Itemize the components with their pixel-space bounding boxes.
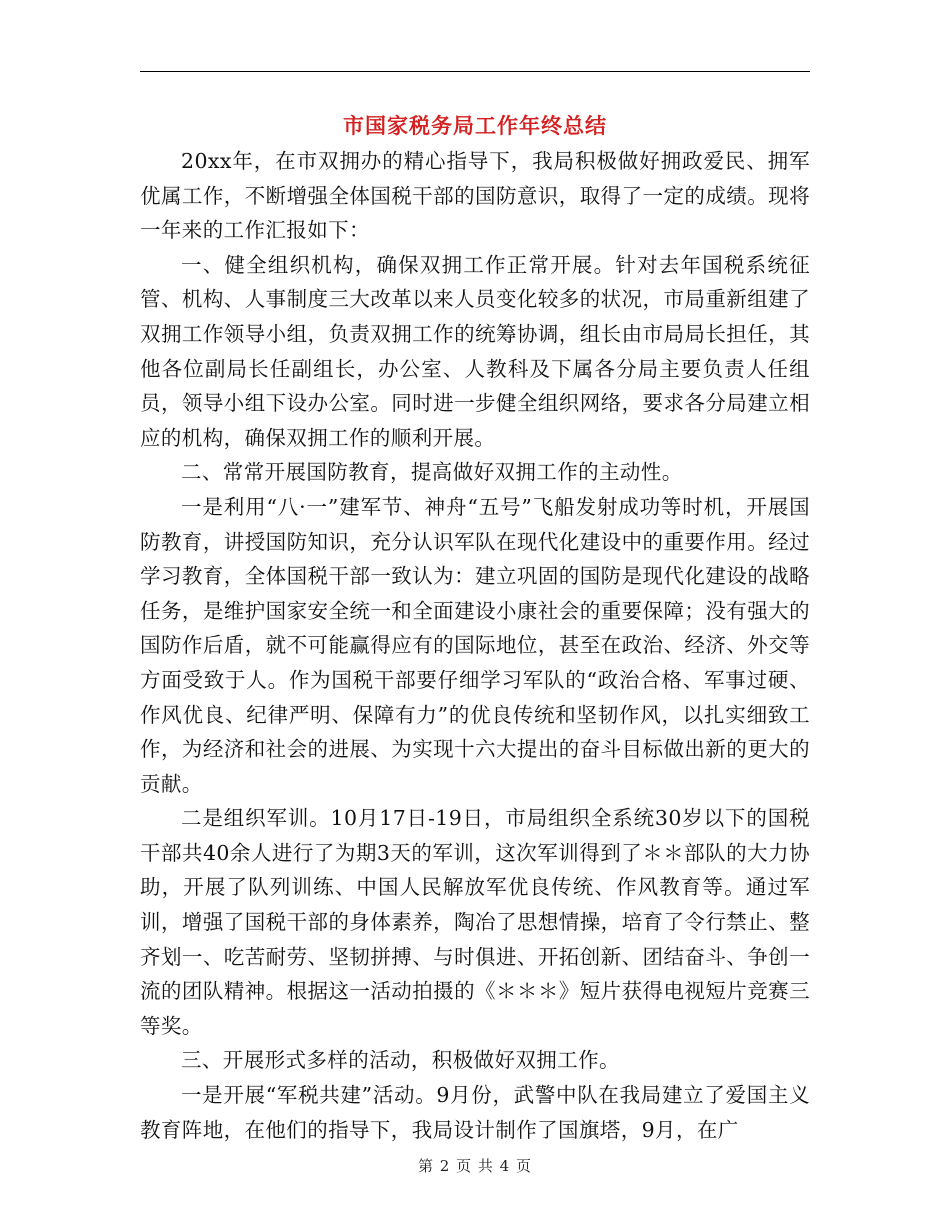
paragraph-section-2-item-1: 一是利用“八·一”建军节、神舟“五号”飞船发射成功等时机，开展国防教育，讲授国防知识，充分认识军队在现代化建设中的重要作用。经过学习教育，全体国税干部一致认为：建立巩固的国防是现代化建设的战略任务，是维护国家安全统一和全面建设小康社会的重要保障；没有强大的国防作后盾，就不可能赢得应有的国际地位，甚至在政治、经济、外交等方面受致于人。作为国税干部要仔细学习军队的“政治合格、军事过硬、作风优良、纪律严明、保障有力”的优良传统和坚韧作风，以扎实细致工作，为经济和社会的进展、为实现十六大提出的奋斗目标做出新的更大的贡献。 (140, 494, 810, 796)
paragraph-section-3-item-1: 一是开展“军税共建”活动。9月份，武警中队在我局建立了爱国主义教育阵地，在他们的指导下，我局设计制作了国旗塔，9月，在广 (140, 1083, 810, 1142)
document-body (140, 144, 810, 1147)
header-rule (140, 71, 810, 72)
paragraph-section-2-heading: 二、常常开展国防教育，提高做好双拥工作的主动性。 (181, 460, 683, 485)
paragraph-section-2-item-2: 二是组织军训。10月17日-19日，市局组织全系统30岁以下的国税干部共40余人进行了为期3天的军训，这次军训得到了＊＊部队的大力协助，开展了队列训练、中国人民解放军优良传统、作风教育等。通过军训，增强了国税干部的身体素养，陶冶了思想情操，培育了令行禁止、整齐划一、吃苦耐劳、坚韧拼搏、与时俱进、开拓创新、团结奋斗、争创一流的团队精神。根据这一活动拍摄的《＊＊＊》短片获得电视短片竞赛三等奖。 (140, 806, 810, 1038)
paragraph-section-3-heading: 三、开展形式多样的活动，积极做好双拥工作。 (181, 1048, 620, 1073)
document-title: 市国家税务局工作年终总结 (343, 113, 607, 138)
paragraph-section-1: 一、健全组织机构，确保双拥工作正常开展。针对去年国税系统征管、机构、人事制度三大改革以来人员变化较多的状况，市局重新组建了双拥工作领导小组，负责双拥工作的统筹协调，组长由市局局长担任，其他各位副局长任副组长，办公室、人教科及下属各分局主要负责人任组员，领导小组下设办公室。同时进一步健全组织网络，要求各分局建立相应的机构，确保双拥工作的顺利开展。 (140, 252, 810, 450)
paragraph-intro: 20xx年，在市双拥办的精心指导下，我局积极做好拥政爱民、拥军优属工作，不断增强全体国税干部的国防意识，取得了一定的成绩。现将一年来的工作汇报如下： (140, 149, 810, 243)
page-number-footer: 第 2 页 共 4 页 (418, 1157, 532, 1175)
